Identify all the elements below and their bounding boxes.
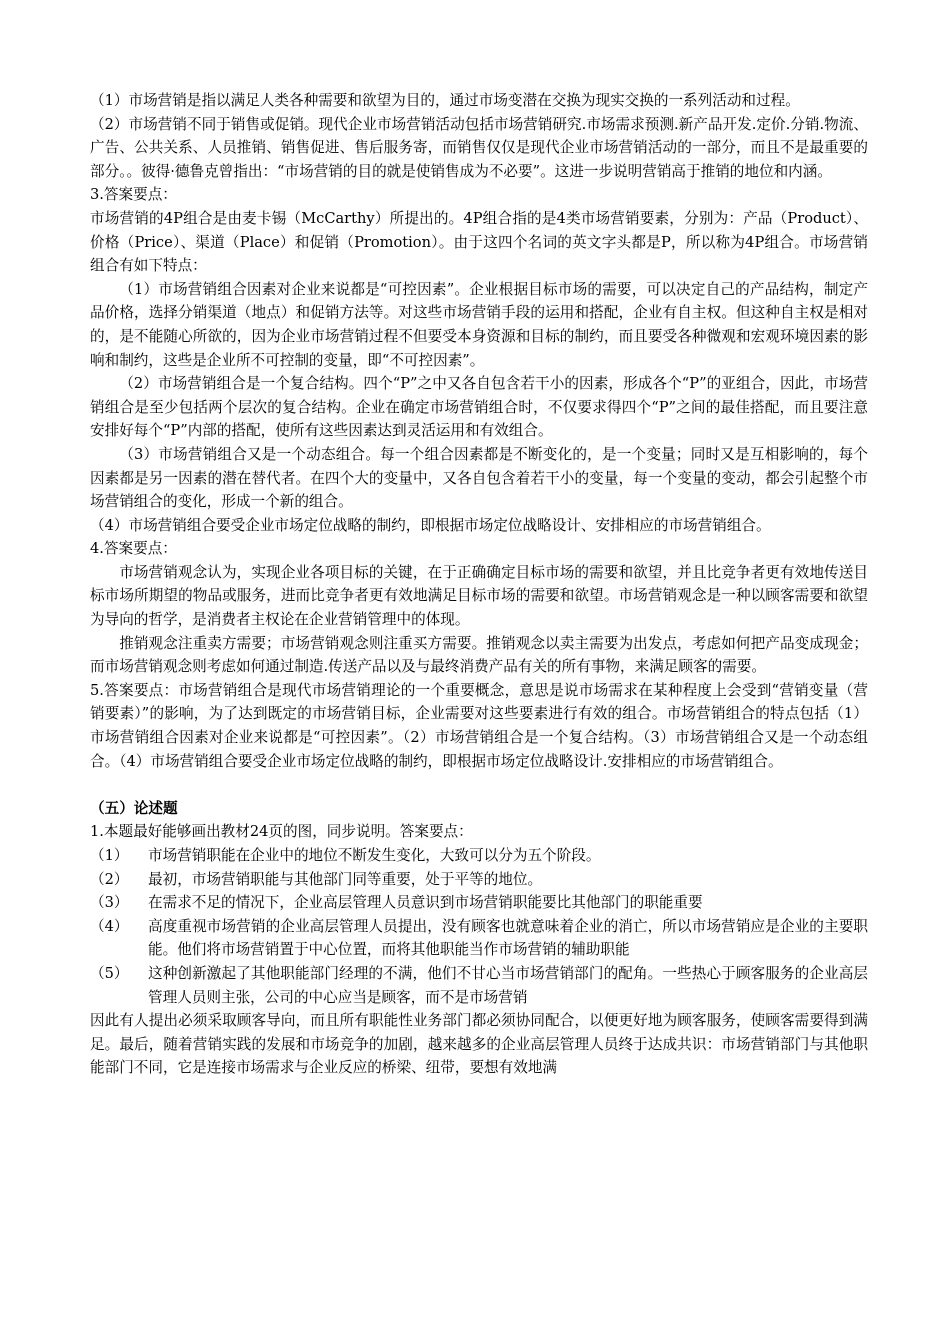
body-paragraph: （2）市场营销不同于销售或促销。现代企业市场营销活动包括市场营销研究.市场需求预测.新产品开发.定价.分销.物流、广告、公共关系、人员推销、销售促进、售后服务寄，而销售仅仅是现代企业市场营销活动的一部分，而且不是最重要的部分。。彼得·德鲁克曾指出：“市场营销的目的就是使销售成为不必要”。这进一步说明营销高于推销的地位和内涵。 [90,115,868,180]
section-heading: （五）论述题 [90,799,178,817]
indented-paragraph: 市场营销观念认为，实现企业各项目标的关键，在于正确确定目标市场的需要和欲望，并且比竞争者更有效地传送目标市场所期望的物品或服务，进而比竞争者更有效地满足目标市场的需要和欲望。市场营销观念是一种以顾客需要和欲望为导向的哲学，是消费者主权论在企业营销管理中的体现。 [90,563,868,629]
list-item [90,915,868,962]
body-paragraph: 3.答案要点： [90,186,177,204]
body-paragraph: （4）市场营销组合要受企业市场定位战略的制约，即根据市场定位战略设计、安排相应的市场营销组合。 [90,516,771,534]
blank-line [90,773,868,797]
indented-paragraph: 推销观念注重卖方需要；市场营销观念则注重买方需要。推销观念以卖主需要为出发点，考虑如何把产品变成现金；而市场营销观念则考虑如何通过制造.传送产品以及与最终消费产品有关的所有事物，来满足顾客的需要。 [90,634,868,676]
list-item-number: （2） [90,870,129,888]
list-item-text: 市场营销职能在企业中的地位不断发生变化，大致可以分为五个阶段。 [148,847,601,864]
list-item [90,891,868,915]
indented-paragraph: （1）市场营销组合因素对企业来说都是“可控因素”。企业根据目标市场的需要，可以决定自己的产品结构，制定产品价格，选择分销渠道（地点）和促销方法等。对这些市场营销手段的运用和搭配，企业有自主权。但这种自主权是相对的，是不能随心所欲的，因为企业市场营销过程不但要受本身资源和目标的制约，而且要受各种微观和宏观环境因素的影响和制约，这些是企业所不可控制的变量，即“不可控因素”。 [90,280,868,369]
list-item-text: 这种创新激起了其他职能部门经理的不满，他们不甘心当市场营销部门的配角。一些热心于顾客服务的企业高层管理人员则主张，公司的中心应当是顾客，而不是市场营销 [148,964,868,1006]
page-content [90,89,868,1080]
list-item-text: 最初，市场营销职能与其他部门同等重要，处于平等的地位。 [148,870,543,888]
body-paragraph: （1）市场营销是指以满足人类各种需要和欲望为目的，通过市场变潜在交换为现实交换的一系列活动和过程。 [90,92,800,109]
indented-paragraph: （2）市场营销组合是一个复合结构。四个“P”之中又各自包含若干小的因素，形成各个“P”的亚组合，因此，市场营销组合是至少包括两个层次的复合结构。企业在确定市场营销组合时，不仅要求得四个“P”之间的最佳搭配，而且要注意安排好每个“P”内部的搭配，使所有这些因素达到灵活运用和有效组合。 [90,375,868,440]
body-paragraph: 5.答案要点：市场营销组合是现代市场营销理论的一个重要概念，意思是说市场需求在某种程度上会受到“营销变量（营销要素）”的影响，为了达到既定的市场营销目标，企业需要对这些要素进行有效的组合。市场营销组合的特点包括（1）市场营销组合因素对企业来说都是“可控因素”。（2）市场营销组合是一个复合结构。（3）市场营销组合又是一个动态组合。（4）市场营销组合要受企业市场定位战略的制约，即根据市场定位战略设计.安排相应的市场营销组合。 [90,681,868,770]
list-item-number: （3） [90,894,129,912]
intro-line: 1.本题最好能够画出教材24页的图，同步说明。答案要点： [90,823,473,841]
list-item [90,868,868,892]
indented-paragraph: （3）市场营销组合又是一个动态组合。每一个组合因素都是不断变化的，是一个变量；同时又是互相影响的，每个因素都是另一因素的潜在替代者。在四个大的变量中，又各自包含着若干小的变量，每一个变量的变动，都会引起整个市场营销组合的变化，形成一个新的组合。 [90,445,868,511]
list-item-text: 在需求不足的情况下，企业高层管理人员意识到市场营销职能要比其他部门的职能重要 [148,894,703,912]
list-item [90,844,868,868]
body-paragraph: 4.答案要点： [90,540,177,558]
list-item-text: 高度重视市场营销的企业高层管理人员提出，没有顾客也就意味着企业的消亡，所以市场营销应是企业的主要职能。他们将市场营销置于中心位置，而将其他职能当作市场营销的辅助职能 [148,917,868,959]
body-paragraph: 市场营销的4P组合是由麦卡锡（McCarthy）所提出的。4P组合指的是4类市场营销要素，分别为：产品（Product）、价格（Price）、渠道（Place）和促销（Promotion）。由于这四个名词的英文字头都是P，所以称为4P组合。市场营销组合有如下特点： [90,209,868,275]
list-item [90,962,868,1009]
closing-paragraph: 因此有人提出必须采取顾客导向，而且所有职能性业务部门都必须协同配合，以便更好地为顾客服务，使顾客需要得到满足。最后，随着营销实践的发展和市场竞争的加剧，越来越多的企业高层管理人员终于达成共识：市场营销部门与其他职能部门不同，它是连接市场需求与企业反应的桥梁、纽带，要想有效地满 [90,1012,868,1077]
list-item-number: （5） [90,964,129,982]
list-item-number: （4） [90,917,129,935]
list-item-number: （1） [90,847,129,864]
